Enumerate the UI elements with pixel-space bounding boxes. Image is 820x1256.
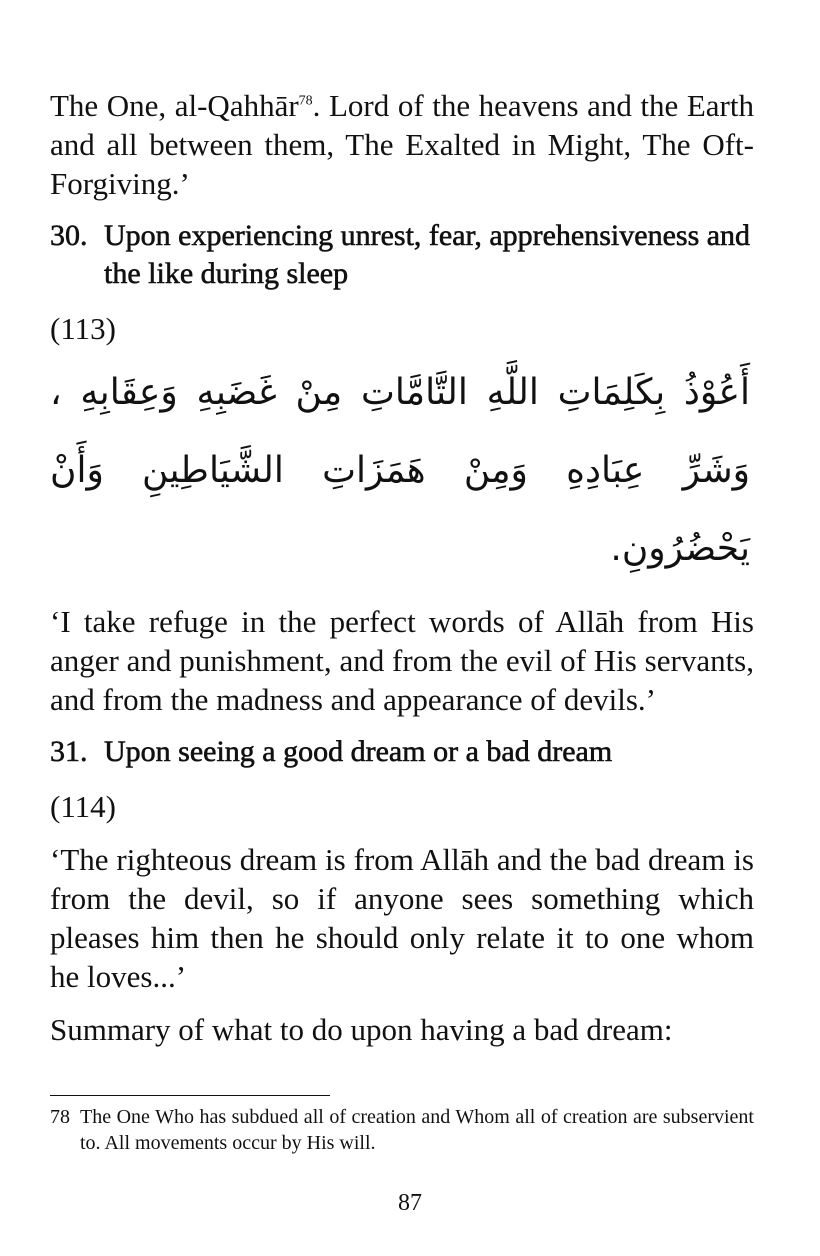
section-30-heading — [50, 217, 754, 293]
bad-dream-summary: Summary of what to do upon having a bad dream: — [50, 1012, 673, 1047]
arabic-supplication: أَعُوْذُ بِكَلِمَاتِ اللَّهِ التَّامَّاتِ مِنْ غَضَبِهِ وَعِقَابِهِ ، وَشَرِّ عِبَادِهِ وَمِنْ هَمَزَاتِ الشَّيَاطِينِ وَأَنْ يَحْضُرُونِ. — [50, 372, 750, 569]
intro-text-start: The One, al-Qahhār — [50, 88, 299, 123]
footnote-number: 78 — [50, 1106, 70, 1128]
section-30-title: Upon experiencing unrest, fear, apprehensiveness and the like during sleep — [104, 219, 751, 290]
section-30-number: 30. — [50, 219, 88, 252]
footnote-text: The One Who has subdued all of creation and Whom all of creation are subservient to. All movements occur by His will. — [80, 1106, 754, 1154]
footnote-marker: 78 — [298, 93, 313, 109]
supplication-translation: ‘I take refuge in the perfect words of Allāh from His anger and punishment, and from the evil of His servants, and from the madness and appearance of devils.’ — [50, 604, 754, 717]
section-31-title: Upon seeing a good dream or a bad dream — [104, 735, 613, 768]
page-number: 87 — [398, 1190, 422, 1216]
footnote-separator — [50, 1095, 330, 1096]
hadith-ref-113: (113) — [50, 311, 116, 346]
section-31-heading — [50, 733, 754, 771]
dream-hadith-text: ‘The righteous dream is from Allāh and the bad dream is from the devil, so if anyone sees something which pleases him then he should only relate it to one whom he loves...’ — [50, 842, 754, 994]
intro-text-end: . Lord of the heavens and the Earth and all between them, The Exalted in Might, The Oft-Forgiving.’ — [50, 88, 754, 201]
section-31-number: 31. — [50, 735, 88, 768]
hadith-ref-114: (114) — [50, 789, 116, 824]
footnote — [50, 1104, 754, 1156]
intro-paragraph — [50, 86, 754, 203]
page-content — [50, 86, 754, 1156]
